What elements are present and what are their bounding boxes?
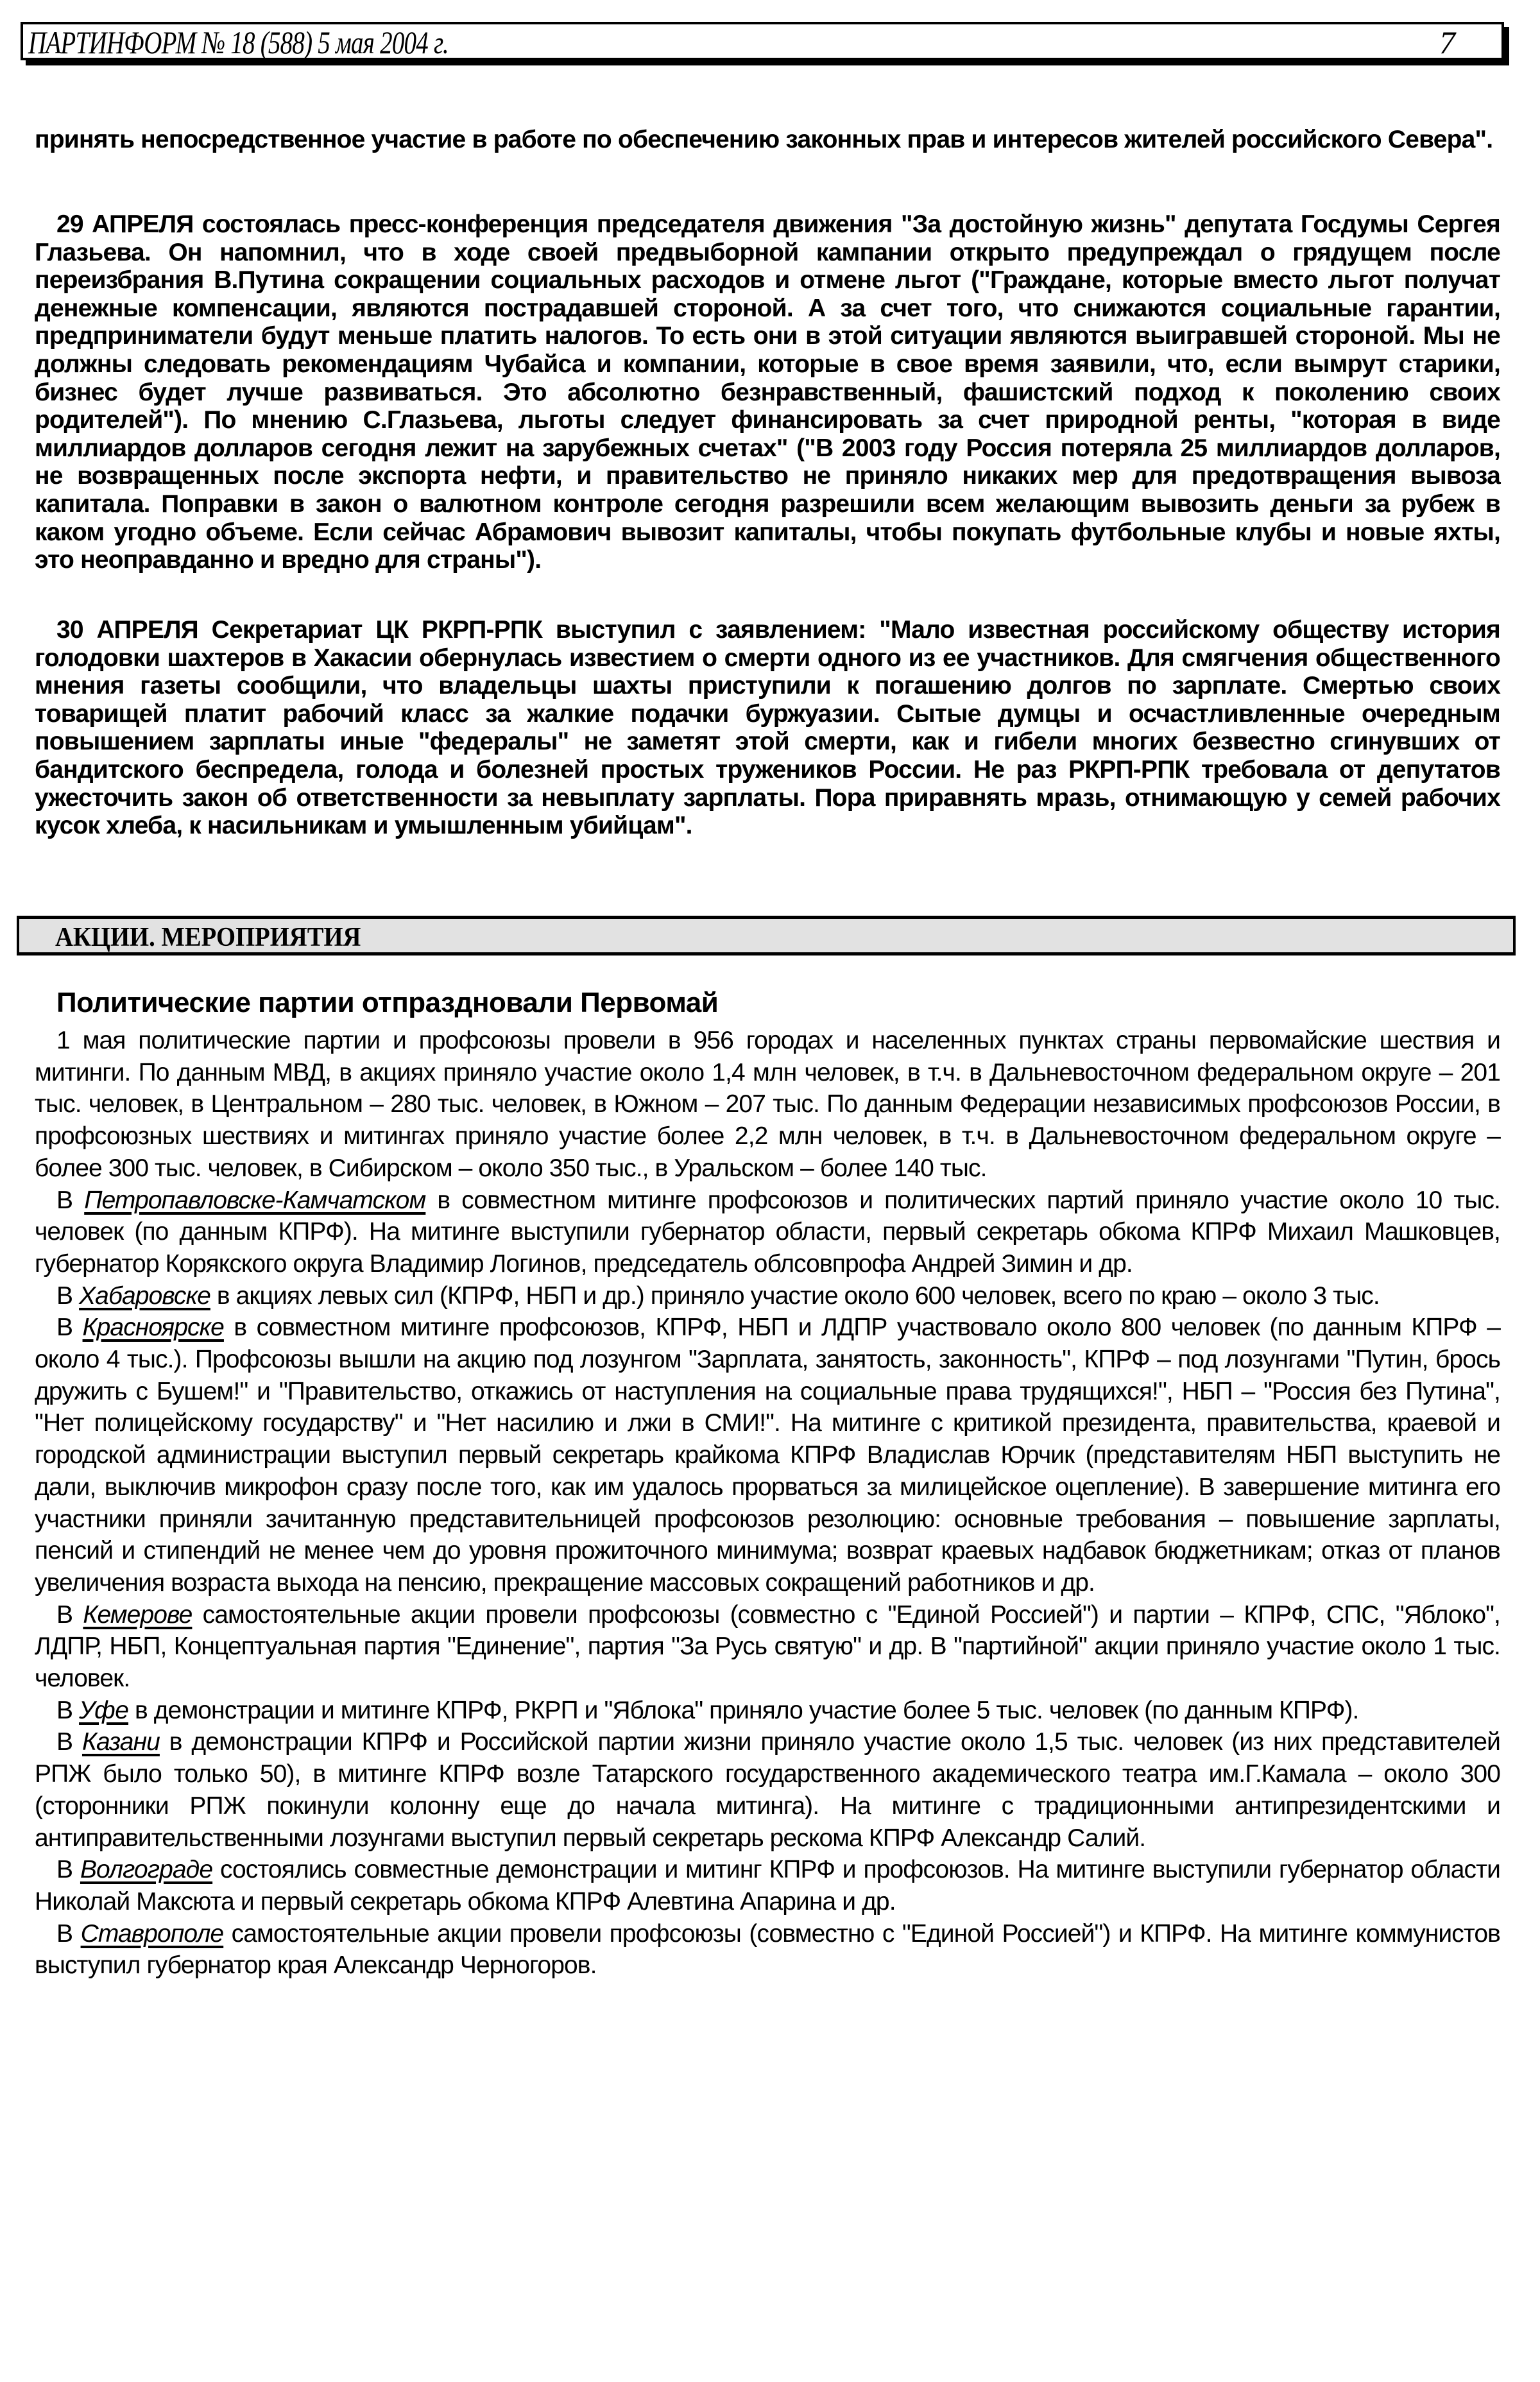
paragraph-text: самостоятельные акции провели профсоюзы (совместно с "Единой Россией") и партии – КПРФ, СПС, "Яблоко", ЛДПР, НБП, Концептуальная партия "Единение", партия "За Русь святую" и др. В "партийной" акции приняло участие около 1 тыс. человек.: [35, 1600, 1500, 1693]
paragraph-text: в совместном митинге профсоюзов, КПРФ, НБП и ЛДПР участвовало около 800 человек (по данным КПРФ – около 4 тыс.). Профсоюзы вышли на акцию под лозунгом "Зарплата, занятость, законность", КПРФ – под лозунгами "Путин, брось дружить с Бушем!" и "Правительство, откажись от наступления на социальные права трудящихся!", НБП – "Россия без Путина", "Нет полицейскому государству" и "Нет насилию и лжи в СМИ!". На митинге с критикой президента, правительства, краевой и городской администрации выступил первый секретарь крайкома КПРФ Владислав Юрчик (представителям НБП выступить не дали, выключив микрофон сразу после того, как им удалось прорваться за милицейское оцепление). В завершение митинга его участники приняли зачитанную представительницей профсоюзов резолюцию: основные требования – повышение зарплаты, пенсий и стипендий не менее чем до уровня прожиточного минимума; возврат краевых надбавок бюджетникам; отказ от планов увеличения возраста выхода на пенсию, прекращение массовых сокращений работников и др.: [35, 1314, 1500, 1597]
section-title: АКЦИИ. МЕРОПРИЯТИЯ: [55, 923, 361, 952]
news-text: состоялась пресс-конференция председателя движения "За достойную жизнь" депутата Госдумы Сергея Глазьева. Он напомнил, что в ходе своей предвыборной кампании открыто предупреждал о грядущем после переизбрания В.Путина сокращении социальных расходов и отмене льгот ("Граждане, которые вместо льгот получат денежные компенсации, являются пострадавшей стороной. А за счет того, что снижаются социальные гарантии, предприниматели будут меньше платить налогов. То есть они в этой ситуации являются выигравшей стороной. Мы не должны следовать рекомендациям Чубайса и компании, которые в свое время заявили, что, если вымрут старики, бизнес будет лучше развиваться. Это абсолютно безнравственный, фашистский подход к поколению своих родителей"). По мнению С.Глазьева, льготы следует финансировать за счет природной ренты, "которая в виде миллиардов долларов сегодня лежит на зарубежных счетах" ("В 2003 году Россия потеряла 25 миллиардов долларов, не возвращенных после экспорта нефти, и правительство не приняло никаких мер для предотвращения вывоза капитала. Поправки в закон о валютном контроле сегодня разрешили всем желающим вывозить деньги за рубеж в каком угодно объеме. Если сейчас Абрамович вывозит капиталы, чтобы покупать футбольные клубы и новые яхты, это неоправданно и вредно для страны").: [35, 210, 1500, 574]
paragraph-prefix: В: [56, 1281, 80, 1310]
news-text: Секретариат ЦК РКРП-РПК выступил с заявлением: "Мало известная российскому обществу история голодовки шахтеров в Хакасии обернулась известием о смерти одного из ее участников. Для смягчения общественного мнения газеты сообщили, что владельцы шахты приступили к погашению долгов по зарплате. Смертью своих товарищей платит рабочий класс за жалкие подачки буржуазии. Сытые думцы и осчастливленные очередным повышением зарплаты иные "федералы" не заметят этой смерти, как и гибели многих безвестно сгинувших от бандитского беспредела, голода и болезней простых тружеников России. Не раз РКРП-РПК требовала от депутатов ужесточить закон об ответственности за невыплату зарплаты. Пора приравнять мразь, отнимающую у семей рабочих кусок хлеба, к насильникам и умышленным убийцам".: [35, 616, 1500, 840]
paragraph-text: в совместном митинге профсоюзов и политических партий приняло участие около 10 тыс. человек (по данным КПРФ). На митинге выступили губернатор области, первый секретарь обкома КПРФ Михаил Машковцев, губернатор Корякского округа Владимир Логинов, председатель облсовпрофа Андрей Зимин и др.: [35, 1186, 1500, 1278]
news-paragraph: [35, 616, 1500, 840]
news-item-apr29: [35, 210, 1500, 574]
page-number: 7: [1439, 24, 1455, 60]
city-link[interactable]: Казани: [81, 1728, 160, 1756]
city-link[interactable]: Ставрополе: [80, 1919, 224, 1948]
section-header-bar: [17, 916, 1516, 955]
article-title: Политические партии отпраздновали Первомай: [56, 987, 719, 1018]
paragraph-prefix: В: [56, 1856, 80, 1884]
city-link[interactable]: Кемерове: [83, 1600, 193, 1629]
city-link[interactable]: Волгограде: [80, 1856, 213, 1884]
news-item-apr30: [35, 616, 1500, 840]
paragraph-prefix: В: [56, 1696, 80, 1724]
paragraph-text: в демонстрации КПРФ и Российской партии жизни приняло участие около 1,5 тыс. человек (из них представителей РПЖ было только 50), в митинге КПРФ возле Татарского государственного академического театра им.Г.Камала – около 300 (сторонники РПЖ покинули колонну еще до начала митинга). На митинге с традиционными антипрезидентскими и антиправительственными лозунгами выступил первый секретарь рескома КПРФ Александр Салий.: [35, 1728, 1500, 1852]
article-paragraph: [35, 1185, 1500, 1280]
paragraph-prefix: В: [56, 1314, 83, 1342]
city-link[interactable]: Уфе: [79, 1696, 129, 1724]
news-date: 29 АПРЕЛЯ: [56, 210, 194, 238]
article-paragraph: [35, 1280, 1500, 1312]
paragraph-prefix: В: [56, 1600, 83, 1629]
paragraph-text: состоялись совместные демонстрации и митинг КПРФ и профсоюзов. На митинге выступили губернатор области Николай Максюта и первый секретарь обкома КПРФ Алевтина Апарина и др.: [35, 1856, 1500, 1915]
city-link[interactable]: Петропавловске-Камчатском: [84, 1186, 426, 1214]
article-paragraph: [35, 1854, 1500, 1917]
paragraph-text: 1 мая политические партии и профсоюзы провели в 956 городах и населенных пунктах страны первомайские шествия и митинги. По данным МВД, в акциях приняло участие около 1,4 млн человек, в т.ч. в Дальневосточном федеральном округе – 201 тыс. человек, в Центральном – 280 тыс. человек, в Южном – 207 тыс. По данным Федерации независимых профсоюзов России, в профсоюзных шествиях и митингах приняло участие более 2,2 млн человек, в т.ч. в Дальневосточном федеральном округе – более 300 тыс. человек, в Сибирском – около 350 тыс., в Уральском – более 140 тыс.: [35, 1027, 1500, 1182]
article-paragraph: [35, 1695, 1500, 1727]
paragraph-text: в демонстрации и митинге КПРФ, РКРП и "Яблока" приняло участие более 5 тыс. человек (по данным КПРФ).: [128, 1696, 1359, 1724]
city-link[interactable]: Красноярске: [82, 1314, 224, 1342]
news-date: 30 АПРЕЛЯ: [56, 616, 198, 644]
paragraph-text: в акциях левых сил (КПРФ, НБП и др.) приняло участие около 600 человек, всего по краю – около 3 тыс.: [210, 1281, 1380, 1310]
article-paragraph: [35, 1312, 1500, 1598]
city-link[interactable]: Хабаровске: [79, 1281, 210, 1310]
publication-title: ПАРТИНФОРМ № 18 (588) 5 мая 2004 г.: [28, 24, 449, 60]
page-header: [21, 22, 1504, 60]
intro-paragraph: принять непосредственное участие в работе по обеспечению законных прав и интересов жителей российского Севера".: [35, 126, 1493, 153]
paragraph-prefix: В: [56, 1186, 85, 1214]
article-body: [35, 1025, 1500, 1982]
paragraph-prefix: В: [56, 1728, 82, 1756]
article-paragraph: [35, 1726, 1500, 1854]
article-paragraph: [35, 1918, 1500, 1982]
paragraph-text: самостоятельные акции провели профсоюзы (совместно с "Единой Россией") и КПРФ. На митинге коммунистов выступил губернатор края Александр Черногоров.: [35, 1919, 1500, 1980]
intro-continuation: [35, 126, 1500, 154]
article-paragraph: [35, 1025, 1500, 1185]
paragraph-prefix: В: [56, 1919, 81, 1948]
article-paragraph: [35, 1599, 1500, 1695]
news-paragraph: [35, 210, 1500, 574]
